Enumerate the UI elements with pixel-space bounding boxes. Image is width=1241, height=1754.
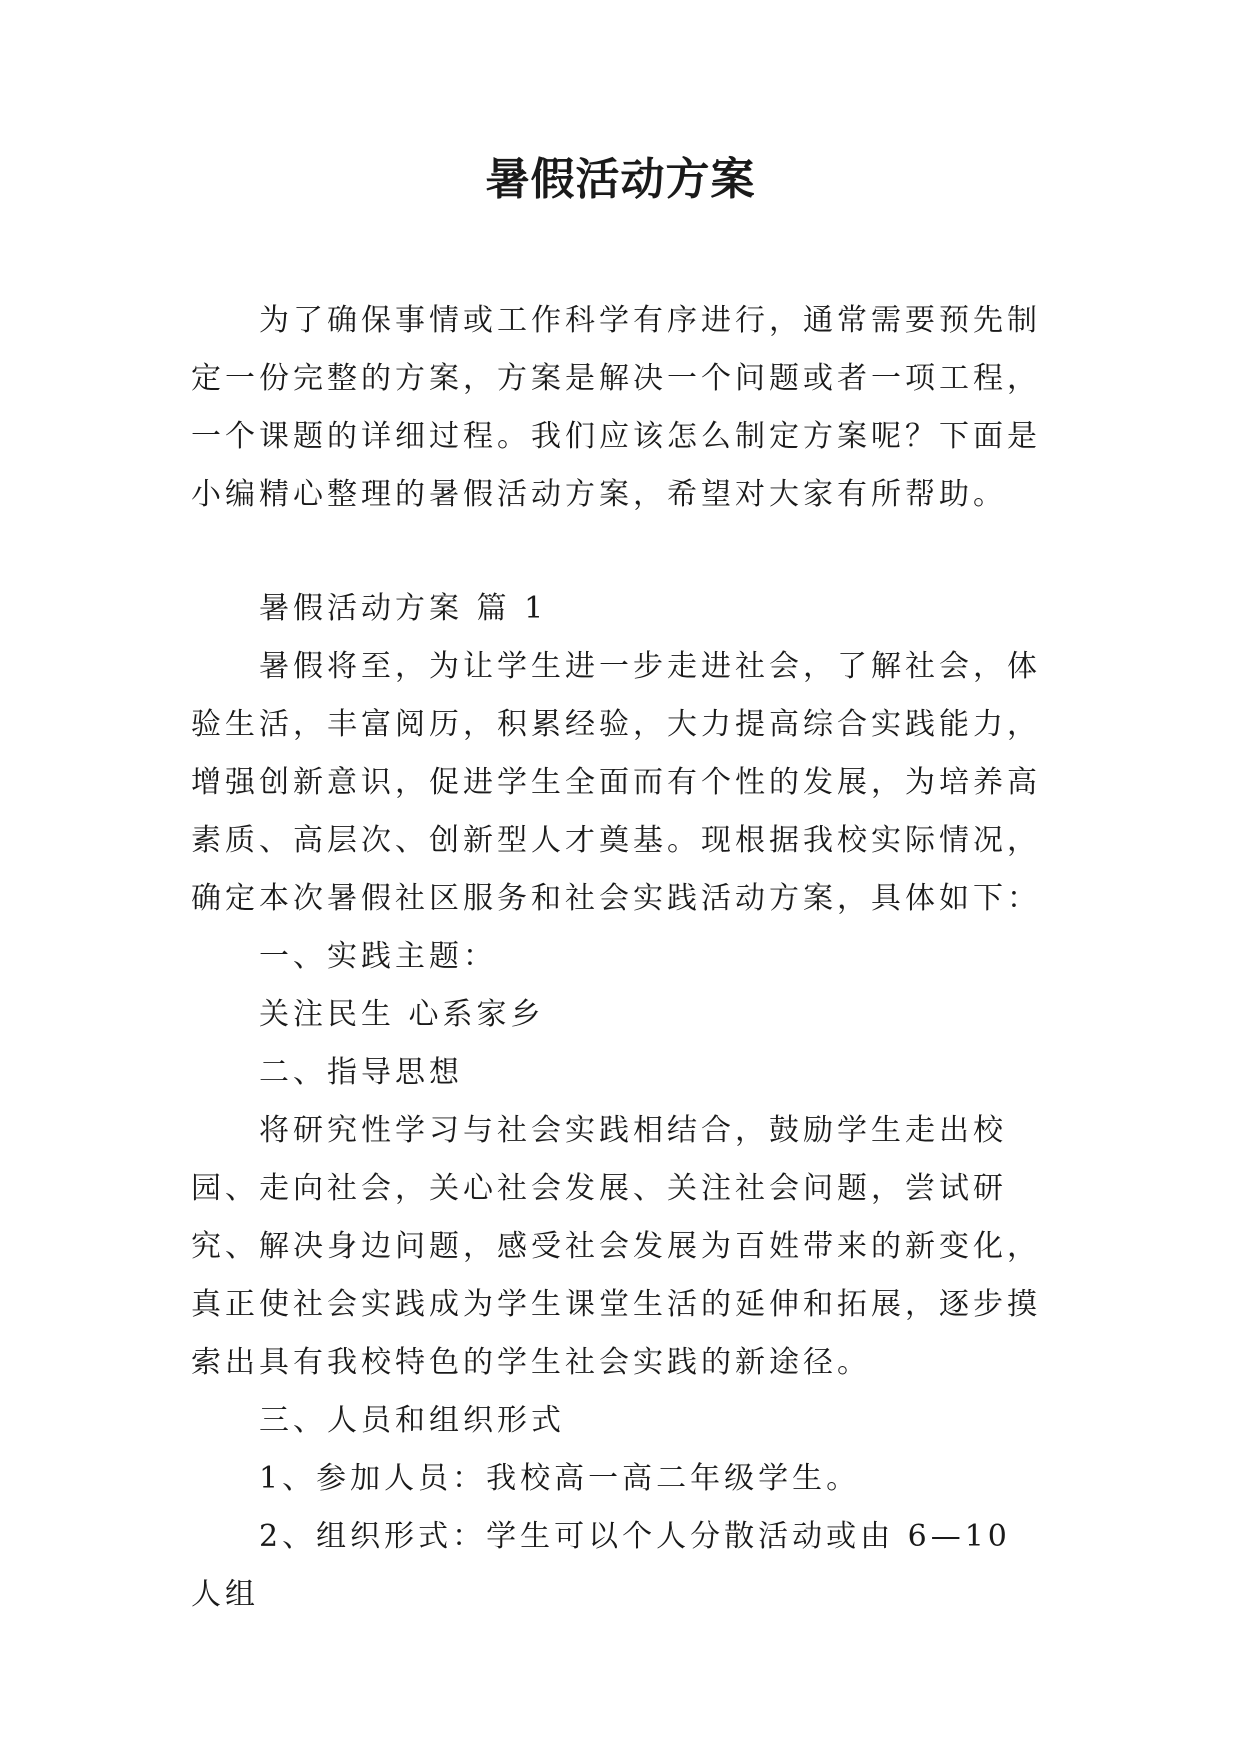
section-heading: 暑假活动方案 篇 1 bbox=[259, 591, 548, 626]
heading-guiding-idea: 二、指导思想 bbox=[259, 1055, 463, 1090]
document-title: 暑假活动方案 bbox=[485, 154, 756, 205]
participants-item: 1、参加人员：我校高一高二年级学生。 bbox=[259, 1461, 861, 1496]
guiding-idea-paragraph: 将研究性学习与社会实践相结合，鼓励学生走出校园、走向社会，关心社会发展、关注社会问题，尝试研究、解决身边问题，感受社会发展为百姓带来的新变化，真正使社会实践成为学生课堂生活的延伸和拓展，逐步摸索出具有我校特色的学生社会实践的新途径。 bbox=[191, 1113, 1041, 1380]
background-paragraph: 暑假将至，为让学生进一步走进社会，了解社会，体验生活，丰富阅历，积累经验，大力提高综合实践能力，增强创新意识，促进学生全面而有个性的发展，为培养高素质、高层次、创新型人才奠基。现根据我校实际情况，确定本次暑假社区服务和社会实践活动方案，具体如下： bbox=[191, 649, 1041, 916]
intro-block bbox=[191, 292, 1049, 524]
heading-theme: 一、实践主题： bbox=[259, 939, 497, 974]
section-block bbox=[191, 580, 1049, 1624]
theme-text: 关注民生 心系家乡 bbox=[259, 997, 545, 1032]
organization-item: 2、组织形式：学生可以个人分散活动或由 6—10 人组 bbox=[191, 1519, 1011, 1612]
heading-personnel: 三、人员和组织形式 bbox=[259, 1403, 565, 1438]
intro-paragraph: 为了确保事情或工作科学有序进行，通常需要预先制定一份完整的方案，方案是解决一个问题或者一项工程，一个课题的详细过程。我们应该怎么制定方案呢？下面是小编精心整理的暑假活动方案，希望对大家有所帮助。 bbox=[191, 303, 1041, 512]
